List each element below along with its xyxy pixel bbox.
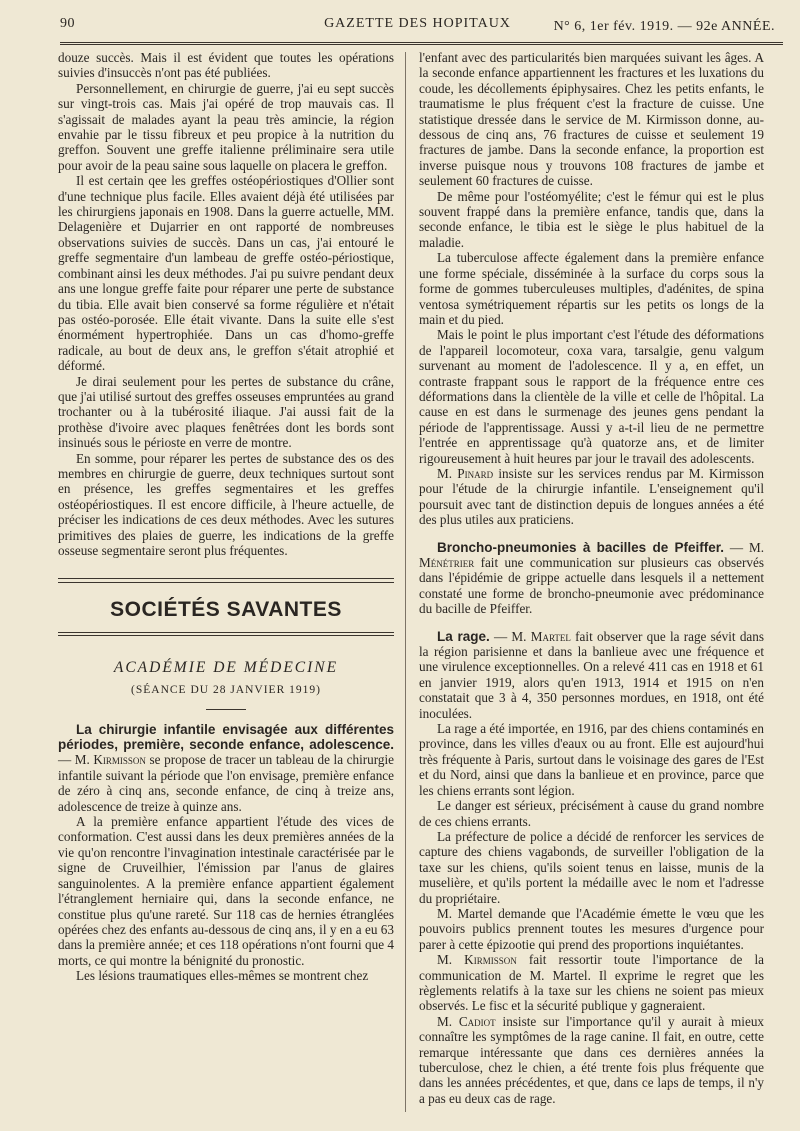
paragraph: l'enfant avec des particularités bien marquées suivant les âges. A la seconde enfance appartiennent les fractures et les luxations du coude, les décollements épiphysaires. Chez les petits enfants, le traumatisme le plus fréquent c'est la fracture de cuisse. Une statistique dressée dans le service de M. Kirmisson donne, au-dessous de cinq ans, 76 fractures de cuisse et seulement 19 fractures de jambe. Dans la seconde enfance, la proportion est inverse puisque nous y trouvons 108 fractures de jambe et seulement 60 fractures de cuisse. xyxy=(419,50,764,189)
academy-name: ACADÉMIE DE MÉDECINE xyxy=(113,658,339,676)
page-number: 90 xyxy=(60,16,75,31)
paragraph: La rage a été importée, en 1916, par des chiens contaminés en province, dans les villes d'eaux ou au front. Elle est aujourd'hui très fréquente à Paris, surtout dans le voisinage des gares de l'Est et du Nord, ainsi que dans la banlieue et en province, parce que les chiens errants sont légion. xyxy=(419,721,764,798)
author-name: Pinard xyxy=(457,465,494,481)
paragraph: De même pour l'ostéomyélite; c'est le fémur qui est le plus souvent frappé dans la première enfance, tandis que, dans la seconde enfance, le tibia est le siège le plus habituel de la maladie. xyxy=(419,188,764,250)
article-title: Broncho-pneumonies à bacilles de Pfeiffer. xyxy=(437,539,725,555)
article-rage xyxy=(419,629,764,721)
right-column xyxy=(419,50,764,1106)
paragraph: En somme, pour réparer les pertes de substance des os des membres en chirurgie de guerre, deux techniques surtout sont en présence, les greffes segmentaires et les greffes ostéopériostiques. Il est encore difficile, à l'heure actuelle, de préciser les indications de ces deux méthodes. Avec les sutures primitives des plaies de guerre, les indications de la greffe osseuse segmentaire seront plus fréquentes. xyxy=(58,450,394,558)
paragraph: La préfecture de police a décidé de renforcer les services de capture des chiens vagabonds, de surveiller l'obligation de la taxe sur les chiens, qu'ils soient tenus en laisse, munis de la muselière, et qu'ils portent la médaille avec le nom et l'adresse du propriétaire. xyxy=(419,828,764,906)
author-prefix: — M. xyxy=(489,628,531,644)
article-kirmisson xyxy=(58,722,394,814)
article-title: La rage. xyxy=(437,628,490,644)
author-name: Cadiot xyxy=(458,1013,496,1029)
paragraph: A la première enfance appartient l'étude des vices de conformation. C'est aussi dans les deux premières années de la vie qu'on rencontre l'invagination intestinale caractérisée par le signe de Cruveilhier, l'émission par l'anus de glaires sanguinolentes. A la première enfance appartient également l'étranglement herniaire qui, dans la seconde enfance, ne constitue plus qu'une rareté. Sur 118 cas de hernies étranglées opérées chez des enfants au-dessous de cinq ans, il y en a eu 63 dans la première année; et ces 118 opérations n'ont fourni que 4 morts, ce qui montre la bénignité du pronostic. xyxy=(58,814,394,968)
section-rule-lower xyxy=(58,632,394,636)
page-header xyxy=(60,12,775,42)
pinard-paragraph: M. Pinard insiste sur les services rendus par M. Kirmisson pour l'étude de la chirurgie infantile. L'enseignement qu'il poursuit avec tant de distinction depuis de longues années a été des plus utiles aux praticiens. xyxy=(419,465,764,528)
paragraph: La tuberculose affecte également dans la première enfance une forme spéciale, disséminée à la surface du corps sous la forme de gommes tuberculeuses multiples, d'adénites, de spina ventosa symétriquement répartis sur les petits os longs de la main et du pied. xyxy=(419,250,764,327)
spacer xyxy=(419,528,764,540)
cadiot-paragraph: M. Cadiot insiste sur l'importance qu'il y aurait à mieux connaître les symptômes de la rage canine. Il fait, en outre, cette remarque intéressante que dans ces dernières années la tuberculose, chez le chien, a été trente fois plus fréquente que dans les années précédentes, et que, dans ce laps de temps, il n'y a pas eu deux cas de rage. xyxy=(419,1013,765,1106)
spacer xyxy=(419,617,764,629)
header-rule xyxy=(60,42,783,45)
author-prefix: — M. xyxy=(724,539,764,555)
paragraph: Mais le point le plus important c'est l'étude des déformations de l'appareil locomoteur, coxa vara, tarsalgie, genu valgum survenant au moment de l'adolescence. Il y a, en effet, un contraste frappant sous le rapport de la fréquence entre ces déformations dans la clientèle de la ville et celle de l'hôpital. La cause en est dans le surmenage des jeunes gens pendant la période de l'apprentissage. Aussi y a-t-il lieu de ne permettre l'entrée en apprentissage qu'à quatorze ans, et de limiter rigoureusement à huit heures par jour le travail des adolescents. xyxy=(419,327,764,466)
section-rule xyxy=(58,578,394,583)
paragraph: Il est certain qee les greffes ostéopériostiques d'Ollier sont d'une technique plus facile. Elles avaient déjà été utilisées par les chirurgiens japonais en 1908. Dans la guerre actuelle, MM. Delagenière et Dujarrier en ont rapporté de nombreuses observations suivies de succès. Dans un cas, j'ai entouré le greffe segmentaire d'un lambeau de greffe ostéo-périostique, combinant ainsi les deux méthodes. J'ai pu suivre pendant deux ans une longue greffe faite pour réparer une perte de substance du tibia. Elle avait bien conservé sa forme régulière et n'était pas ostéo-porosée. Elle était vivante. Dans la suite elle s'est énormément hypertrophiée. Dans un cas d'homo-greffe radicale, au bout de deux ans, le greffon s'était atrophié et déformé. xyxy=(58,173,394,374)
left-column xyxy=(58,50,394,984)
paragraph: douze succès. Mais il est évident que toutes les opérations suivies d'insuccès n'ont pas été publiées. xyxy=(58,50,394,81)
author-prefix: — M. xyxy=(58,752,94,768)
paragraph: Personnellement, en chirurgie de guerre, j'ai eu sept succès sur vingt-trois cas. Mais j'ai opéré de trop mauvais cas. Il s'agissait de malades ayant la peau très amincie, la région envahie par le tissu fibreux et peu propice à la nutrition du greffon. Souvent une greffe italienne préliminaire sera utile pour avoir de la peau saine sous laquelle on placera le greffon. xyxy=(58,80,394,173)
paragraph: M. Martel demande que l'Académie émette le vœu que les pouvoirs publics prennent toutes les mesures d'urgence pour parer à cette épizootie qui prend des proportions inquiétantes. xyxy=(419,905,764,952)
author-name: Kirmisson xyxy=(464,952,517,968)
article-text: se propose de tracer un tableau de la chirurgie infantile suivant la période que l'on envisage, première enfance de zéro à cinq ans, seconde enfance, de cinq à treize ans, adolescence de treize à quinze ans. xyxy=(58,752,394,814)
article-title: La chirurgie infantile envisagée aux différentes périodes, première, seconde enfance, adolescence. xyxy=(58,721,394,753)
author-name: Kirmisson xyxy=(93,752,146,768)
article-text: fait une communication sur plusieurs cas observés dans l'épidémie de grippe actuelle dans lesquels il a nettement constaté une forme de broncho-pneumonie avec prédominance du bacille de Pfeiffer. xyxy=(419,555,764,617)
article-pfeiffer xyxy=(419,540,764,617)
author-name: Martel xyxy=(530,628,571,644)
paragraph: Je dirai seulement pour les pertes de substance du crâne, que j'ai utilisé surtout des greffes osseuses empruntées au grand trochanter ou à la tubérosité iliaque. J'ai aussi fait de la prothèse d'ivoire avec plaques fenêtrées dont les bords sont insinués sous le périoste en verre de montre. xyxy=(58,373,394,451)
paragraph: Les lésions traumatiques elles-mêmes se montrent chez xyxy=(76,968,369,984)
kirmisson-paragraph: M. Kirmisson fait ressortir toute l'importance de la communication de M. Martel. Il exprime le regret que les règlements relatifs à la taxe sur les chiens ne soient pas mieux observés. Le fisc et la sécurité publique y gagneraient. xyxy=(419,952,764,1014)
article-text: fait observer que la rage sévit dans la région parisienne et dans la banlieue avec une fréquence et une virulence exceptionnelles. On a relevé 411 cas en 1918 et 61 en janvier 1919, alors qu'en 1913, 1914 et 1915 on n'en constatait que 3 à 4, 350 personnes mordues, en 1918, ont été inoculées. xyxy=(419,628,764,721)
paragraph: Le danger est sérieux, précisément à cause du grand nombre de ces chiens errants. xyxy=(419,798,764,829)
short-rule xyxy=(206,709,246,710)
issue-info: N° 6, 1er fév. 1919. — 92e ANNÉE. xyxy=(553,19,775,34)
author-name: Ménétrier xyxy=(419,555,475,570)
journal-title: GAZETTE DES HOPITAUX xyxy=(324,16,511,31)
section-heading: SOCIÉTÉS SAVANTES xyxy=(110,598,342,622)
column-divider xyxy=(405,52,406,1112)
session-date: (SÉANCE DU 28 JANVIER 1919) xyxy=(131,684,321,697)
